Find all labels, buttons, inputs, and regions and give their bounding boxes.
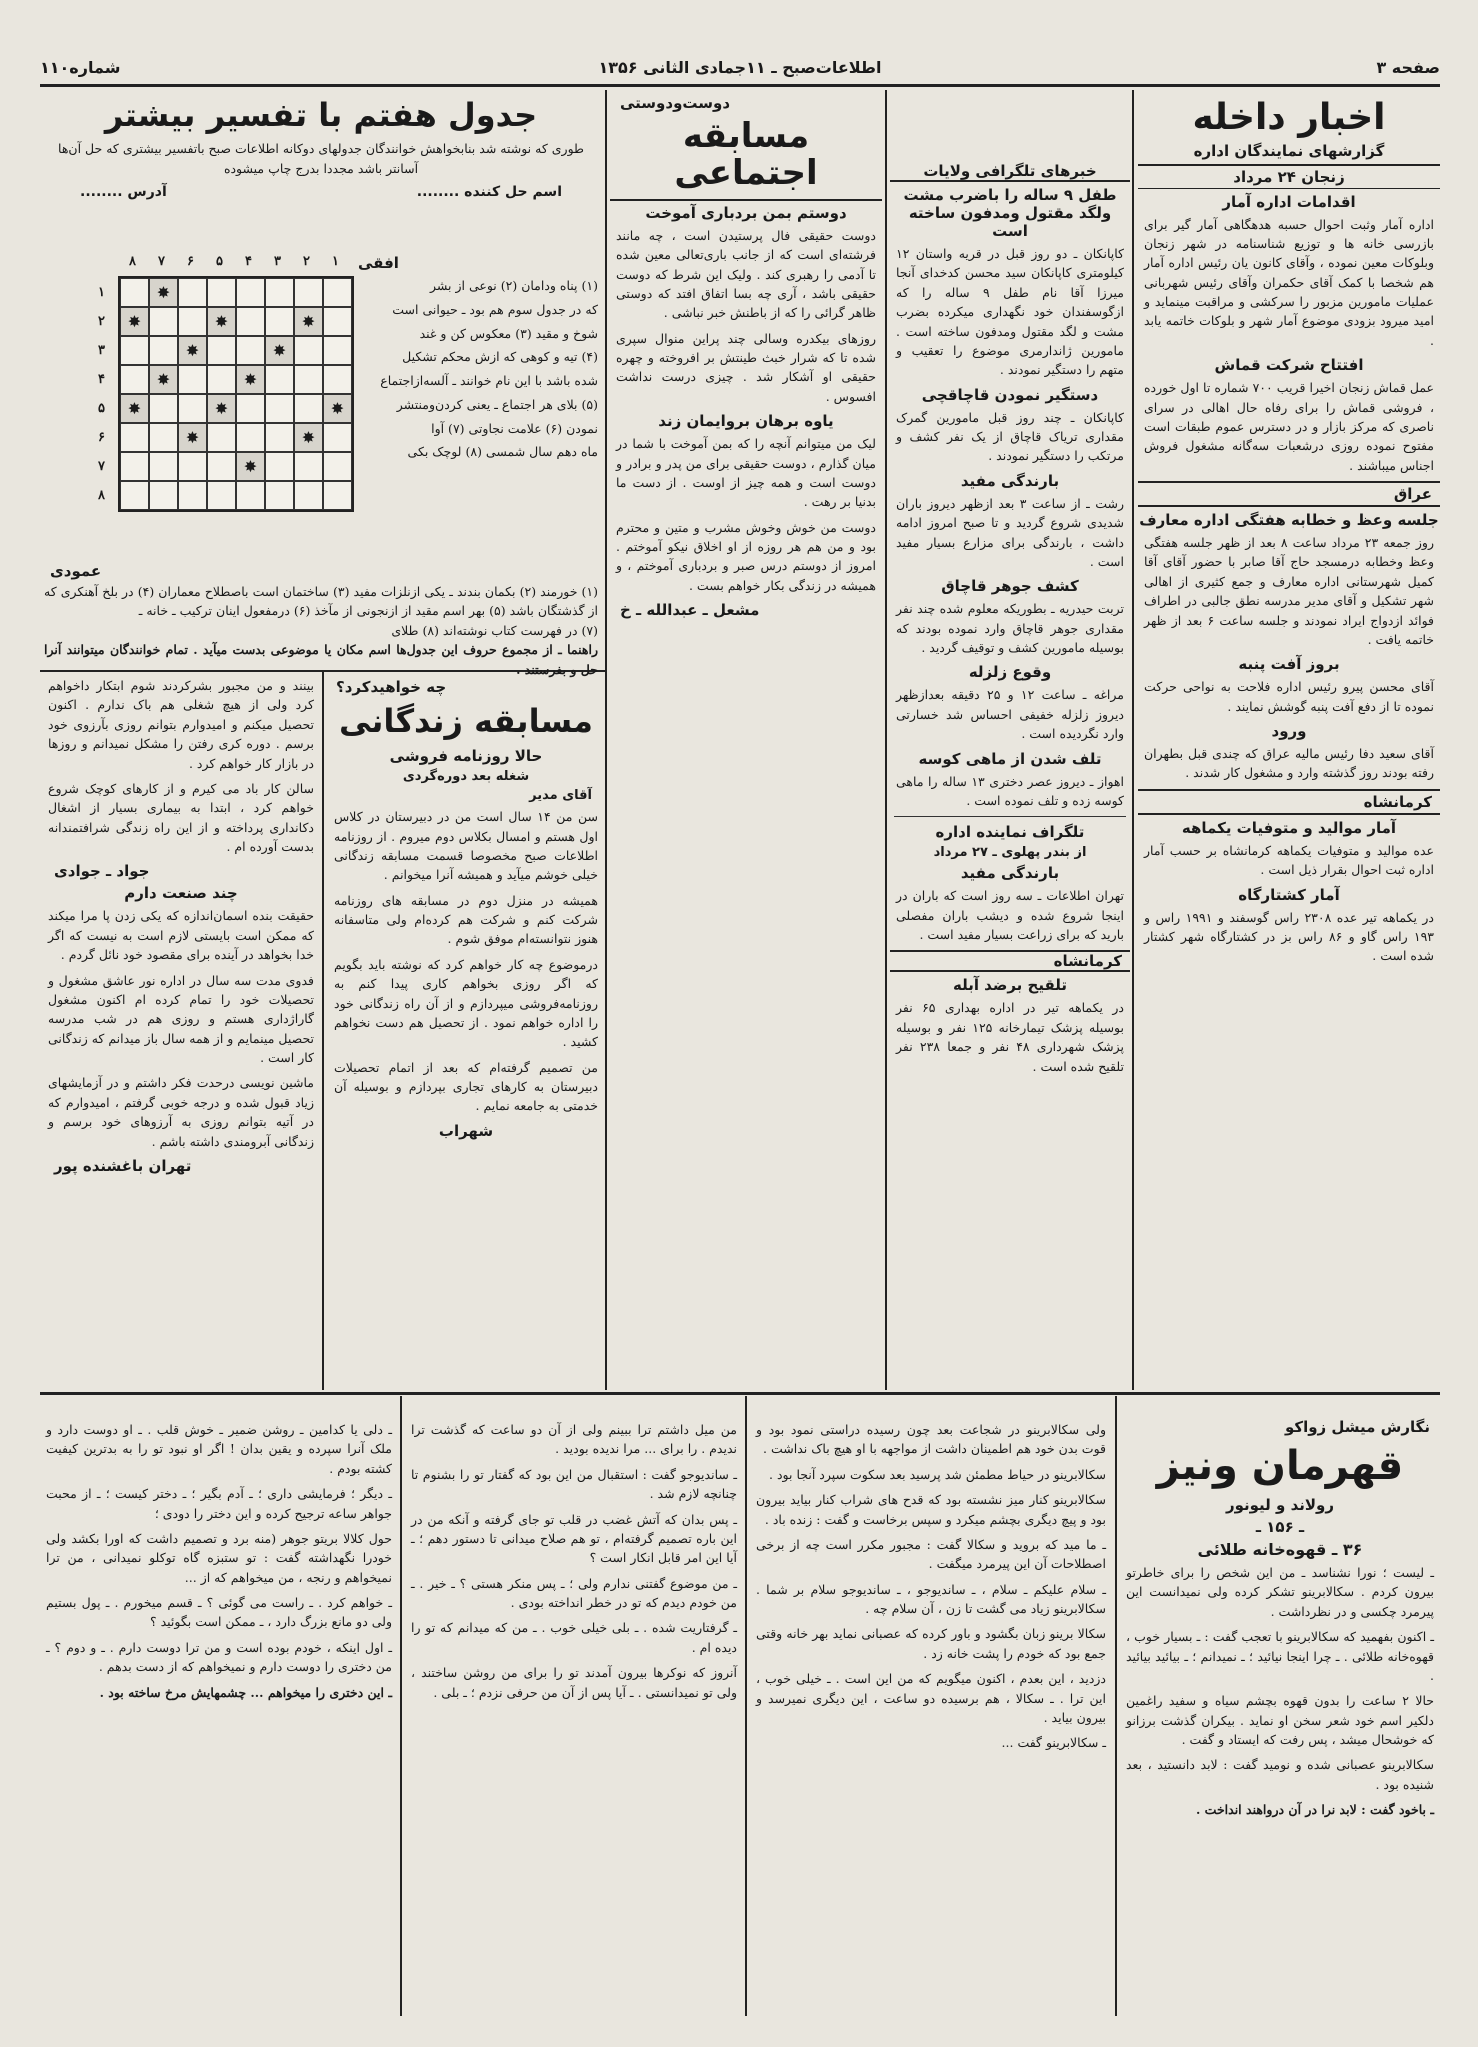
crossword-black-cell: ✸ [178,423,207,452]
serial-story-col3 [405,1420,743,2018]
crossword-black-cell: ✸ [149,365,178,394]
crossword-cell [149,481,178,510]
column-number: ۴ [245,254,252,269]
crossword-cell [323,423,352,452]
news-paragraph: آقای سعید دفا رئیس مالیه عراق که چندی قبل بطهران رفته بودند روز گذشته وارد و مشغول کار شدند . [1144,746,1434,781]
column-number: ۶ [187,254,194,269]
serial-paragraph: ـ لیست ؛ نورا نشناسد ـ من این شخص را برای خاطرتو بیرون کردم . سکالابرینو تشکر کرده ولی نمیدانست این پیرمرد چکسی و در نظرداشت . [1126,1565,1434,1619]
province-news [890,92,1130,1390]
masthead-date: اطلاعات‌صبح ـ ۱۱جمادی الثانی ۱۳۵۶ [598,58,882,77]
crossword-black-cell: ✸ [120,394,149,423]
crossword-black-cell: ✸ [265,336,294,365]
crossword-cell [236,481,265,510]
across-clue: نمودن (۶) علامت نجاوتی (۷) آوا [431,420,598,436]
crossword-black-cell: ✸ [207,307,236,336]
crossword-black-cell: ✸ [294,423,323,452]
domestic-news [1138,92,1440,1390]
crossword-cell [294,365,323,394]
row-number: ۷ [98,459,105,474]
news-heading: ورود [1271,722,1307,741]
life-letters [42,676,320,1390]
news-heading: بروز آفت پنبه [1238,655,1340,674]
crossword-cell [207,365,236,394]
story-paragraph: ولی سکالابرینو در شجاعت بعد چون رسیده دراستی نمود بود و قوت بدن خود هم اطمینان داشت از مواجهه با او هیچ باک نداشت . [756,1422,1106,1457]
social-heading: یاوه برهان بروایمان زند [658,412,834,431]
issue-number: شماره۱۱۰ [40,58,121,77]
across-clue: (۱) پناه ودامان (۲) نوعی از بشر [429,278,598,293]
story-paragraph: سکالا برینو زبان بگشود و باور کرده که عصبانی نماید بهر خانه وقتی جمع بود که خودم را پشت خانه زد . [756,1626,1106,1661]
column-number: ۱ [332,254,339,269]
news-heading: اقدامات اداره آمار [1222,192,1356,211]
crossword-cell [265,365,294,394]
letter-paragraph: بینند و من مجبور بشرکردند شوم ابتکار داخواهم کرد ولی از هیچ شغلی هم باک ندارم . اکنون تحصیل میکنم و امیدوارم بتوانم روزی بآرزوی خود برسم . دوره کری رفتن را مشکل نمیدانم و روزها در بازار کار خواهم کرد . [48,678,314,771]
row-number: ۶ [98,430,105,445]
crossword-cell [120,336,149,365]
crossword-cell [265,452,294,481]
horizontal-divider [40,1392,1440,1395]
column-number: ۷ [158,254,165,269]
province-heading: تلگراف نماینده اداره [935,823,1085,842]
social-signature: مشعل ـ عبدالله ـ خ [620,601,760,620]
solver-name-label: اسم حل کننده ........ [416,183,562,200]
crossword-cell [120,278,149,307]
social-paragraph: دوست حقیقی فال پرستیدن است ، چه مانند فرشته‌ای است که از جانب باری‌تعالی معین شده تا آدمی را رهبری کند . ولیک این شرط که دوست حقیقی باشد ، آری چه بسا اتفاق افتد که دوستی ظاهر گرائی را که از باطنش خبر نباشی . [616,227,876,321]
province-paragraph: تربت حیدریه ـ بطوریکه معلوم شده چند نفر مقداری جوهر قاچاق وارد نموده بودند که بوسیله مامورین کشف و توقیف گردید . [896,601,1124,655]
serial-paragraph: ـ باخود گفت : لابد نرا در آن درواهند انداخت . [1195,1802,1434,1818]
news-kicker: گزارشهای نمایندگان اداره [1193,141,1385,160]
crossword-cell [265,394,294,423]
section-label: عراق [1138,481,1440,507]
crossword-black-cell: ✸ [323,394,352,423]
crossword-cell [236,423,265,452]
crossword-cell [207,336,236,365]
address-label: آدرس ........ [80,183,167,200]
news-paragraph: عده موالید و متوفیات یکماهه کرمانشاه بر حسب آمار اداره ثبت احوال بقرار ذیل است . [1144,842,1434,878]
crossword-black-cell: ✸ [120,307,149,336]
crossword-cell [323,452,352,481]
crossword-cell [149,336,178,365]
row-number: ۲ [98,314,105,329]
letter-signature: تهران باغشنده پور [54,1156,192,1175]
letter-paragraph: ماشین نویسی درحدت فکر داشتم و در آزمایشهای زیاد قبول شده و درجه خوبی گرفتم ، امیدوارم که در آتیه بتوانم روزی به آرزوهای خود برسم و زندگانی آبرومندی داشته باشم . [48,1075,314,1149]
across-clue: که در جدول سوم هم بود ـ حیوانی است [392,301,598,317]
life-title: مسابقه زندگانی [339,702,593,740]
province-heading: طفل ۹ ساله را باضرب مشت ولگد مقتول ومدفون ساخته است [903,186,1117,240]
across-clues [352,274,602,464]
crossword-cell [265,423,294,452]
news-dateline: زنجان ۲۴ مرداد [1138,164,1440,189]
crossword-intro: طوری که نوشته شد بنابخواهش خوانندگان جدولهای دوکانه اطلاعات صبح باتفسیر بیشتری که حل آن‌ها آسانتر باشد مجددا بدرج چاپ میشوده [58,141,584,176]
letter-paragraph: سالن کار باد می کیرم و از کارهای کوچک شروع خواهم کرد ، ابتدا به بیماری بسیار از اشغال دکانداری پرداخته و از این راه زندگی شرافتمندانه بدست آورده ام . [48,780,314,854]
across-clue: شده باشد با این نام خوانند ـ آلسه‌ازاجتماع [380,373,598,388]
crossword-cell [323,365,352,394]
province-heading: بارندگی مفید [960,471,1060,490]
social-paragraph: دوست من خوش وخوش مشرب و متین و محترم بود و من هم هر روزه از او اخلاق نیکو آموختم . امروز از دوستم درس صبر و بردباری آموختم ، و همیشه در زندگی بکار خواهم بست . [616,519,876,593]
row-number: ۵ [98,401,105,416]
crossword-cell [294,278,323,307]
crossword-cell [294,452,323,481]
column-divider [745,1396,747,2016]
crossword-cell [178,278,207,307]
column-number: ۲ [303,254,310,269]
crossword-cell [323,481,352,510]
section-label: کرمانشاه [1138,789,1440,815]
serial-story [1120,1398,1440,2018]
down-clues-area [40,560,602,677]
news-heading: آمار موالید و متوفیات یکماهه [1181,818,1397,837]
section-label: کرمانشاه [890,950,1130,972]
crossword-cell [294,481,323,510]
crossword-cell [236,394,265,423]
province-heading: بارندگی مفید [960,864,1060,883]
social-paragraph: لیک من میتوانم آنچه را که بمن آموخت با شما در میان گذارم ، دوست حقیقی برای من پدر و برادر و دوست است و همه چیز از اوست . از دست ما بدنیا بر رهت . [616,436,876,510]
crossword-grid-area [98,254,378,554]
crossword-black-cell: ✸ [294,307,323,336]
down-clue: (۱) خورمند (۲) بکمان بندند ـ یکی ازنلزات مفید (۳) ساختمان است باصطلاح معماران (۴) در بلخ آهنکری که از گذشتگان باشد (۵) بهر اسم مقید از ازنجونی از مآخذ (۶) درمفعول اینان ترکیب ـ خانه ـ [44,584,598,619]
crossword-cell [323,336,352,365]
letter-paragraph: حقیقت بنده اسمان‌اندازه که یکی زدن پا مرا میکند که ممکن است بایستی لازم است به نیست که اگر خدا بخواهد در آینده برای مقصود خود نائل گردم . [48,908,314,963]
across-clue: شوخ و مقید (۳) معکوس کن و غند [419,325,598,341]
story-paragraph: من میل داشتم ترا ببینم ولی از آن دو ساعت که گذشت ترا ندیدم . را برای ... مرا ندیده بودید . [411,1422,737,1457]
province-paragraph: کاپانکان ـ چند روز قبل مامورین گمرک مقداری تریاک قاچاق از یک نفر کشف و مرتکب را دستگیر نمودند . [896,409,1124,464]
crossword-cell [149,423,178,452]
news-paragraph: اداره آمار وثبت احوال حسبه هدهگاهی آمار گیر برای بازرسی خانه ها و توزیع شناسنامه در شهر زنجان وبلوکات معین نموده ، وآقای کانون یان رئیس اداره آمار هم شخصا با کمک آقای حکمران وآقای رئیس شهربانی عملیات مامورین مزبور را سرکشی و مراقبت مینماید و امید میرود بزودی موضوع آمار شهر و بلوکات خاتمه یابد . [1144,216,1434,348]
news-heading: جلسه وعظ و خطابه هفتگی اداره معارف [1139,511,1439,530]
crossword-section [40,92,602,677]
crossword-black-cell: ✸ [178,336,207,365]
life-paragraph: همیشه در منزل دوم در مسابقه های روزنامه شرکت کنم و شرکت هم کرده‌ام ولی متاسفانه هنوز نتوانسته‌ام موفق شوم . [334,892,598,947]
serial-subtitle: رولاند و لیونور [1225,1496,1335,1514]
crossword-black-cell: ✸ [236,452,265,481]
crossword-cell [178,452,207,481]
row-number: ۳ [98,343,105,358]
row-numbers [98,278,105,510]
crossword-form [40,184,602,200]
crossword-cell [265,481,294,510]
life-paragraph: سن من ۱۴ سال است من در دبیرستان در کلاس اول هستم و امسال بکلاس دوم میروم . از روزنامه اطلاعات صبح مخصوصا قسمت مسابقه زندگانی خیلی خوشم میآید و همیشه آنرا میخوانم . [334,809,598,883]
crossword-cell [120,423,149,452]
crossword-cell [178,365,207,394]
story-paragraph: ـ اول اینکه ، خودم بوده است و من ترا دوست دارم . ـ و دوم ؟ ـ من دختری را دوست دارم و نمیخواهم که از دست بدهم . [46,1639,392,1675]
story-paragraph: ـ دلی یا کدامین ـ روشن ضمیر ـ خوش قلب . ـ او دوست دارد و ملک آنرا سپرده و یقین بدان ! اگر او نبود تو را به بدترین کیفیت کشته بودم . [46,1422,392,1476]
column-divider [885,90,887,1390]
story-paragraph: ـ سکالابرینو گفت ... [1001,1735,1106,1751]
social-competition [610,92,882,1390]
story-paragraph: ـ دیگر ؛ فرمایشی داری ؛ ـ آدم بگیر ؛ ـ دختر کیست ؛ ـ از محبت جواهر ساعه ترجیح کرده و این دختر را دودی ؛ [46,1486,392,1521]
crossword-cell [294,336,323,365]
down-title: عمودی [50,562,102,580]
social-heading: دوستم بمن بردباری آموخت [610,199,882,222]
story-paragraph: حول کلالا بریتو جوهر (منه برد و تصمیم داشت که اورا بکشد ولی خودرا نگهداشته گفت : تو ستبزه گاه توکلو نمیدانی ، من ترا نمیخواهم و رنجه ، من میخواهم که از ... [46,1530,392,1585]
news-paragraph: عمل قماش زنجان اخیرا قریب ۷۰۰ شماره تا اول خورده ، فروشی قماش را برای رفاه حال اهالی در سرای ناصری که مرکز بازار و در دسترس عموم طبقات است مفتوح نموده روزی درشعبات سه‌گانه مشغول فروش اجناس میباشند . [1144,380,1435,473]
crossword-black-cell: ✸ [149,278,178,307]
across-title: افقی [358,254,399,272]
crossword-title: جدول هفتم با تفسیر بیشتر [104,96,538,134]
news-paragraph: در یکماهه تیر عده ۲۳۰۸ راس گوسفند و ۱۹۹۱ راس و ۱۹۳ راس گاو و ۸۶ راس بز در کشتارگاه شهر کشتار شده است . [1144,909,1435,964]
letter-paragraph: فدوی مدت سه سال در اداره نور عاشق مشغول و تحصیلات خود را تمام کرده ام اکنون مشغول گاراژداری هستم و روزی هم در شب مدرسه تحصیل مینمایم و از همه سال باز میدانم که زندگانی کار است . [48,972,314,1065]
column-divider [322,672,324,1390]
crossword-cell [207,278,236,307]
across-clue: (۵) بلای هر اجتماع ـ یعنی کردن‌ومنتشر [396,396,598,412]
serial-paragraph: سکالابرینو عصبانی شده و نومید گفت : لابد دانستید ، بعد شنیده بود . [1126,1757,1434,1792]
row-number: ۱ [98,285,105,300]
column-divider [1132,90,1134,1390]
column-numbers [118,254,350,269]
story-paragraph: سکالابرینو در حیاط مطمئن شد پرسید بعد سکوت سپرد آنجا بود . [769,1466,1106,1482]
crossword-black-cell: ✸ [207,394,236,423]
story-paragraph: دزدید ، این بعدم ، اکنون میگویم که من این است . ـ خیلی خوب ، این ترا . ـ سکالا ، هم برسیده دو ساعت ، این دیگری نمیرسد و بیرون بیاید . [756,1671,1106,1725]
crossword-cell [149,307,178,336]
crossword-cell [178,481,207,510]
life-kicker: چه خواهیدکرد؟ [336,678,447,696]
news-paragraph: روز جمعه ۲۳ مرداد ساعت ۸ بعد از ظهر جلسه هفتگی وعظ وخطابه درمسجد حاج آقا صابر با حضور آقای آقا کمیل شهرستانی اداره معارف و جمع کثیری از اهالی شهر تشکیل و آقای مدیر مدرسه نطق جالبی در اطراف فوائد ازدواج ایراد نمودند و جلسه ساعت ۶ بعد از ظهر خاتمه یافت . [1144,535,1435,647]
crossword-cell [207,481,236,510]
crossword-cell [236,336,265,365]
crossword-cell [236,278,265,307]
divider [894,816,1126,817]
column-number: ۵ [216,254,223,269]
crossword-cell [265,307,294,336]
crossword-cell [120,452,149,481]
story-paragraph: سکالابرینو کنار میز نشسته بود که قدح های شراب کنار بیاید بیرون بود و پیچ دیگری بچشم میکرد و سپس برخاست و گفت : زنده باد . [756,1492,1106,1527]
column-number: ۳ [274,254,281,269]
serial-paragraph: ـ اکنون بفهمید که سکالابرینو با تعجب گفت : ـ بسیار خوب ، قهوه‌خانه طلائی . ـ چرا اینجا نیائید ؛ ـ نمیدانم ؛ ـ بیائید بیائید . [1126,1629,1434,1683]
across-clue: ماه دهم سال شمسی (۸) لوچک بکی [407,444,598,460]
news-heading: آمار کشتارگاه [1238,885,1340,904]
province-heading: تلف شدن از ماهی کوسه [918,749,1102,768]
province-paragraph: اهواز ـ دیروز عصر دختری ۱۳ ساله را ماهی کوسه زده و تلف نموده است . [896,773,1124,808]
serial-paragraph: حالا ۲ ساعت را بدون قهوه بچشم سیاه و سفید راغمین دلکیر اسم خود شعر سخن او نماید . بیکران گذشت برزانو که خوشحال میشد ، پس رفت که ایستاد و گفت . [1126,1693,1434,1747]
province-title: خبرهای تلگرافی ولایات [890,162,1130,182]
crossword-cell [120,481,149,510]
province-paragraph: کاپانکان ـ دو روز قبل در قریه واستان ۱۲ کیلومتری کاپانکان سید محسن کدخدای آنجا میرزا آقا نام طفل ۹ ساله را که ازگوسفندان خود نگهداری میکرده بضرب مشت و لگد مقتول ومدفون ساخته است . مامورین ژاندارمری موضوع را تعقیب و متهم را دستگیر نمودند . [896,246,1124,378]
serial-chapter: ۳۶ ـ قهوه‌خانه طلائی [1197,1540,1363,1559]
story-paragraph: ـ ما مید که بروید و سکالا گفت : مجبور مکرر است چه از برخی اصطلاحات آن این پیرمرد میگفت . [756,1536,1106,1572]
crossword-cell [236,307,265,336]
crossword-black-cell: ✸ [236,365,265,394]
social-title: مسابقه اجتماعی [674,116,818,194]
province-heading: تلقیح برضد آبله [952,976,1068,995]
page-number-label: صفحه ۳ [1376,58,1440,77]
serial-story-col4 [40,1420,398,2018]
story-paragraph: ـ خواهم کرد . ـ راست می گوئی ؟ ـ قسم میخورم . ـ پول بستیم ولی دو مانع بزرگ دارد ، ـ ممکن است بگوئید ؟ [46,1595,392,1630]
life-paragraph: درموضوع چه کار خواهم کرد که نوشته باید بگویم که اگر روزی بخواهم کاری پیدا کنم به روزنامه‌فروشی میپردازم و از آن راه زندگانی خود را اداره خواهم نمود . از تحصیل هم دست نخواهم کشید . [334,956,598,1050]
serial-part: ـ ۱۵۶ ـ [1255,1518,1305,1536]
story-paragraph: ـ این دختری را میخواهم ... چشمهایش مرخ ساخته بود . [99,1684,392,1700]
crossword-cell [178,307,207,336]
province-dateline: از بندر پهلوی ـ ۲۷ مرداد [933,845,1087,861]
crossword-note: راهنما ـ از مجموع حروف این جدول‌ها اسم مکان یا موضوعی بدست میآید . تمام خوانندگان میتوانند آنرا حل و بفرستند . [44,642,598,677]
column-divider [400,1396,402,2016]
news-title: اخبار داخله [1192,97,1386,138]
crossword-cell [265,278,294,307]
province-paragraph: رشت ـ از ساعت ۳ بعد ازظهر دیروز باران شدیدی شروع گردید و تا صبح امروز ادامه داشت ، بارندگی برای مزارع بسیار مفید است . [896,495,1124,569]
story-paragraph: ـ سلام علیکم ـ سلام ، ـ ساندیوجو ، ـ ساندیوجو سلام بر شما . سکالابرینو زیاد می گشت تا زن ، آن سلام چه . [756,1581,1106,1616]
crossword-cell [149,394,178,423]
life-competition [328,676,604,1390]
news-heading: افتتاح شرکت قماش [1214,356,1364,375]
story-paragraph: آنروز که نوکرها بیرون آمدند تو را برای من روشن ساختند ، ولی تو نمیدانستی . ـ آیا پس از آن من حرفی نزدم ؛ ـ بلی . [411,1665,737,1700]
across-clue: (۴) تیه و کوهی که ازش محکم تشکیل [402,349,598,365]
province-heading: وقوع زلزله [968,663,1052,682]
serial-story-col2 [750,1420,1112,2018]
crossword-cell [120,365,149,394]
column-divider [1115,1396,1117,2016]
row-number: ۸ [98,488,105,503]
life-paragraph: من تصمیم گرفته‌ام که بعد از اتمام تحصیلات دبیرستان به کارهای تجاری بپردازم و بوسیله آن خدمتی به جامعه نمایم . [334,1059,598,1114]
crossword-grid [118,276,354,512]
province-heading: کشف جوهر قاچاق [941,577,1079,596]
masthead [40,58,1440,82]
masthead-rule [40,84,1440,87]
story-paragraph: ـ پس بدان که آتش غضب در قلب تو جای گرفته و آنکه من در این باره تصمیم گرفته‌ام ، تو هم صلاح میدانی تا دستور دهم ؛ ـ آیا این امر قابل انکار است ؟ [411,1511,737,1566]
story-paragraph: ـ گرفتاریت شده . ـ بلی خیلی خوب . ـ من که میدانم که تو را دیده ام . [411,1620,737,1655]
crossword-cell [207,452,236,481]
life-signature: شهراب [438,1121,494,1140]
life-author: آقای مدیر [529,788,592,804]
row-number: ۴ [98,372,105,387]
story-paragraph: ـ ساندیوجو گفت : استقبال من این بود که گفتار تو را بشنوم تا چنانچه لازم شد . [411,1466,737,1502]
crossword-cell [323,278,352,307]
story-paragraph: ـ من موضوع گفتنی ندارم ولی ؛ ـ پس منکر هستی ؟ ـ خیر . ـ من خودم دیدم که تو در خطر انداخته بودی . [411,1575,737,1610]
serial-kicker: نگارش میشل زواکو [1284,1418,1430,1436]
province-paragraph: مراغه ـ ساعت ۱۲ و ۲۵ دقیقه بعدازظهر دیروز زلزله خفیفی احساس شد خسارتی وارد نگردیده است . [896,687,1124,742]
crossword-cell [207,423,236,452]
letter-heading: چند صنعت دارم [124,884,238,903]
life-heading: حالا روزنامه فروشی [389,747,543,766]
serial-title: قهرمان ونیز [1156,1443,1404,1489]
province-paragraph: در یکماهه تیر در اداره بهداری ۶۵ نفر بوسیله پزشک تیمارخانه ۱۲۵ نفر و بوسیله پزشک شهرداری ۴۸ نفر و جمعا ۲۳۸ نفر تلقیح شده است . [896,1000,1124,1074]
province-heading: دستگیر نمودن قاچاقچی [921,385,1099,404]
down-clue: (۷) در فهرست کتاب نوشته‌اند (۸) طلای [391,622,598,638]
crossword-cell [294,394,323,423]
crossword-cell [178,394,207,423]
column-divider [605,90,607,1390]
province-paragraph: تهران اطلاعات ـ سه روز است که باران در اینجا شروع شده و دیشب باران مفصلی بارید که برای زراعت بسیار مفید است . [896,888,1124,942]
social-kicker: دوست‌ودوستی [620,94,731,112]
crossword-cell [149,452,178,481]
news-paragraph: آقای محسن پیرو رئیس اداره فلاحت به نواحی حرکت نموده تا از دفع آفت پنبه گوشش نمایند . [1144,679,1434,714]
letter-signature: جواد ـ جوادی [54,862,150,881]
column-number: ۸ [129,254,136,269]
social-paragraph: روزهای بیکدره وسالی چند پراین منوال سپری شده تا که شرار خبث طینتش بر افروخته و چهره حقیقی او آشکار شد . چیزی درست نداشت افسوس . [616,330,876,404]
crossword-cell [323,307,352,336]
life-heading: شغله بعد دوره‌گردی [402,769,530,785]
crossword-clues [352,252,602,552]
